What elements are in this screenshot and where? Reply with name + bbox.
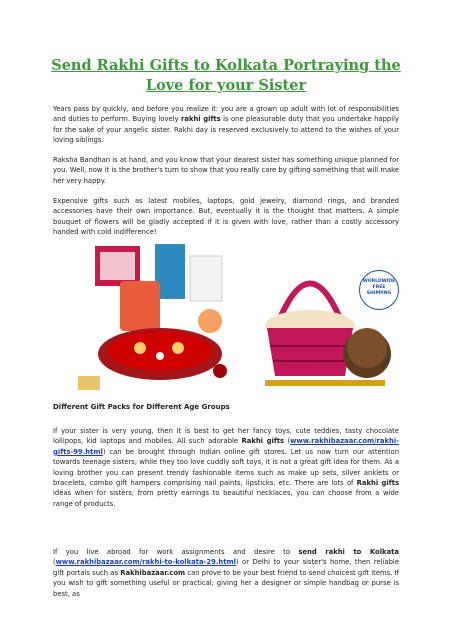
expensive-gifts-paragraph: Expensive gifts such as latest mobiles, laptops, gold jewelry, diamond rings, and branded accessories have their own importance. But, eventually it is the thought that matters. A simple bouquet of flowers will be gladly accepted if it is given with love, rather than a costly accessory handed with cold indifference!: [53, 197, 399, 237]
text: (: [53, 558, 56, 567]
cashew-basket-photo: [255, 236, 395, 396]
text: ) or Delhi to your sister's home, then reliable gift portals such as: [53, 558, 399, 577]
text: If you live abroad for work assignments and desire to: [53, 548, 299, 556]
badge-text: FREE: [372, 285, 386, 290]
text: can prove to be your best friend to send choicest gift items. If you wish to gift something useful or practical; giving her a designer or simple handbag or purse is best, as: [53, 568, 399, 598]
page-title: [40, 56, 412, 96]
intro-paragraph: [53, 104, 399, 146]
free-shipping-badge: [359, 270, 399, 310]
send-rakhi-paragraph: [53, 547, 399, 599]
bold-text: Rakhi gifts: [241, 437, 285, 446]
title-line-1: Send Rakhi Gifts to Kolkata Portraying the: [51, 57, 401, 74]
bold-text: Rakhibazaar.com: [120, 568, 186, 577]
badge-text: WORLDWIDE: [362, 279, 396, 284]
bold-text: send rakhi to Kolkata: [298, 548, 399, 556]
text: Years pass by quickly, and before you realize it: you are a grown up adult with lot of responsibilities and duties to perform. Buying lovely: [53, 105, 399, 124]
rakhi-to-kolkata-link[interactable]: www.rakhibazaar.com/rakhi-to-kolkata-29.html: [55, 558, 236, 567]
text: (: [284, 437, 291, 446]
text: is one pleasurable duty that you undertake happily for the sake of your angelic sister. Rakhi day is reserved exclusively to attend to the wishes of your loving siblings.: [53, 115, 399, 145]
rakhi-gift-hamper-photo: [60, 236, 250, 396]
section-heading: Different Gift Packs for Different Age Groups: [53, 403, 230, 411]
rakhi-gifts-link[interactable]: www.rakhibazaar.com/rakhi-gifts-99.html: [53, 437, 400, 456]
bold-text: Rakhi gifts: [356, 479, 399, 488]
badge-text: SHIPPING: [366, 291, 392, 296]
bold-text: rakhi gifts: [181, 115, 221, 124]
text: ideas when for sisters; from pretty earrings to beautiful necklaces, you can choose from a wide range of products.: [53, 489, 399, 508]
age-groups-paragraph: [53, 426, 399, 509]
text: If your sister is very young, then it is best to get her fancy toys, cute teddies, tasty chocolate lollipops, kid laptops and mobiles. All such adorable: [53, 427, 399, 446]
text: ) can be brought through Indian online gift stores. Let us now turn our attention towards teenage sisters; while they too love cuddly soft toys, it is not a great gift idea for them. As a loving brother you can present trendy fashionable items such as make up sets, silver anklets or bracelets, combo gift hampers comprising nail paints, lipsticks, etc. There are lots of: [53, 447, 399, 488]
raksha-bandhan-paragraph: Raksha Bandhan is at hand, and you know that your dearest sister has something unique planned for you. Well, now it is the brother's turn to show that you really care by gifting something that will make her very happy.: [53, 156, 399, 185]
title-line-2: Love for your Sister: [145, 77, 307, 94]
